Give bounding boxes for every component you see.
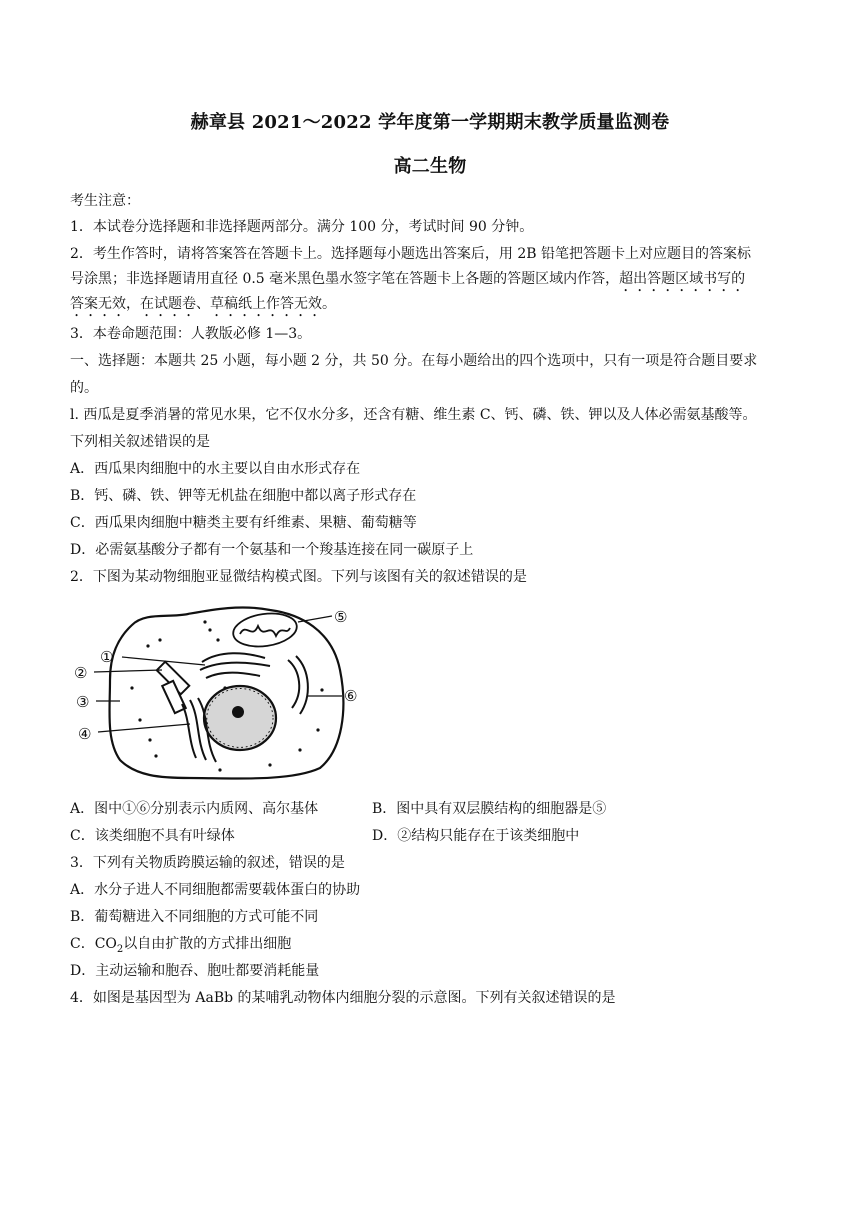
question-3-stem: 3．下列有关物质跨膜运输的叙述，错误的是 — [70, 855, 345, 871]
section-1-heading-cont: 的。 — [70, 380, 98, 396]
notice-item-2-text: 号涂黑；非选择题请用直径 0.5 毫米黑色墨水签字笔在答题卡上各题的答题区域内作答， — [70, 271, 620, 287]
question-1-option-c: C．西瓜果肉细胞中糖类主要有纤维素、果糖、葡萄糖等 — [70, 515, 417, 531]
question-4-stem: 4．如图是基因型为 AaBb 的某哺乳动物体内细胞分裂的示意图。下列有关叙述错误的是 — [70, 990, 616, 1006]
figure-label-5: ⑤ — [334, 608, 348, 626]
animal-cell-diagram — [70, 600, 370, 785]
question-1-option-a: A．西瓜果肉细胞中的水主要以自由水形式存在 — [70, 461, 361, 477]
question-1-stem-cont: 下列相关叙述错误的是 — [70, 434, 210, 450]
exam-title: 赫章县 2021～2022 学年度第一学期期末教学质量监测卷 — [190, 112, 670, 133]
section-1-heading: 一、选择题：本题共 25 小题，每小题 2 分，共 50 分。在每小题给出的四个选项中，只有一项是符合题目要求 — [70, 353, 758, 369]
question-1-stem: l. 西瓜是夏季消暑的常见水果，它不仅水分多，还含有糖、维生素 C、钙、磷、铁、钾以及人体必需氨基酸等。 — [70, 407, 757, 423]
exam-subtitle: 高二生物 — [393, 156, 467, 177]
figure-label-6: ⑥ — [344, 687, 358, 705]
notice-item-2-line-1: 2．考生作答时，请将答案答在答题卡上。选择题每小题选出答案后，用 2B 铅笔把答题卡上对应题目的答案标 — [70, 246, 752, 262]
question-3-option-c-sub: 2 — [116, 943, 124, 955]
question-3-option-c-post: 以自由扩散的方式排出细胞 — [123, 936, 292, 952]
question-2-option-d: D．②结构只能存在于该类细胞中 — [372, 828, 580, 844]
notice-item-2-line-2 — [70, 268, 745, 295]
question-3-option-c-pre: C．CO — [70, 936, 117, 952]
question-1-option-b: B．钙、磷、铁、钾等无机盐在细胞中都以离子形式存在 — [70, 488, 417, 504]
question-3-option-d: D．主动运输和胞吞、胞吐都要消耗能量 — [70, 963, 320, 979]
question-2-option-b: B．图中具有双层膜结构的细胞器是⑤ — [372, 801, 607, 817]
question-1-option-d: D．必需氨基酸分子都有一个氨基和一个羧基连接在同一碳原子上 — [70, 542, 474, 558]
notice-item-2-line-3 — [70, 293, 336, 320]
question-2-option-a: A．图中①⑥分别表示内质网、高尔基体 — [70, 801, 319, 817]
notice-heading: 考生注意： — [70, 193, 140, 209]
question-2-option-c: C．该类细胞不具有叶绿体 — [70, 828, 235, 844]
question-3-option-a: A．水分子进人不同细胞都需要载体蛋白的协助 — [70, 882, 361, 898]
notice-emphasis-text-2: 答案无效，在试题卷、草稿纸上作答无效。 — [70, 296, 336, 312]
question-2-stem: 2．下图为某动物细胞亚显微结构模式图。下列与该图有关的叙述错误的是 — [70, 569, 527, 585]
notice-emphasis-text: 超出答题区域书写的 — [619, 271, 746, 287]
notice-item-1: 1．本试卷分选择题和非选择题两部分。满分 100 分，考试时间 90 分钟。 — [70, 219, 534, 235]
figure-label-4: ④ — [78, 725, 92, 743]
figure-label-1: ① — [100, 648, 114, 666]
question-3-option-b: B．葡萄糖进入不同细胞的方式可能不同 — [70, 909, 319, 925]
question-3-option-c — [70, 933, 291, 955]
figure-label-2: ② — [74, 664, 88, 682]
figure-label-3: ③ — [76, 693, 90, 711]
notice-item-3: 3．本卷命题范围：人教版必修 1—3。 — [70, 326, 312, 342]
